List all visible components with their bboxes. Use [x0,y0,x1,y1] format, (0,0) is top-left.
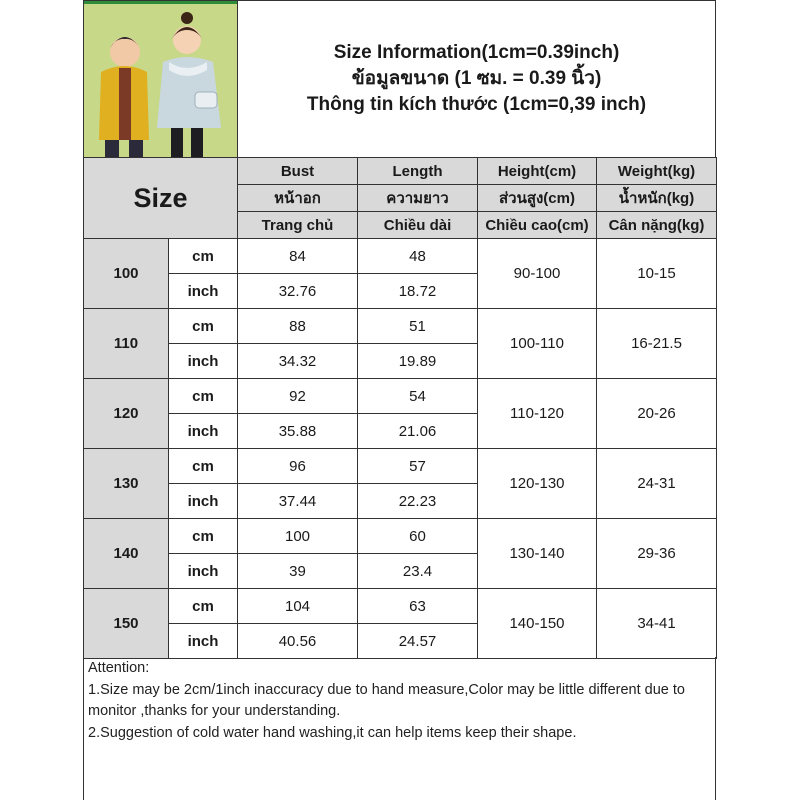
header-title-th: ข้อมูลขนาด (1 ซม. = 0.39 นิ้ว) [351,67,602,89]
col-header-bust-th: หน้าอก [238,185,358,212]
bust-inch: 34.32 [238,344,358,379]
attention-title: Attention: [88,660,150,676]
bust-inch: 39 [238,554,358,589]
size-value: 140 [84,519,169,589]
size-value: 130 [84,449,169,519]
height-range: 140-150 [478,589,597,659]
size-chart-table [83,157,717,659]
weight-range: 20-26 [597,379,717,449]
size-value: 110 [84,309,169,379]
bust-inch: 35.88 [238,414,358,449]
bust-cm: 96 [238,449,358,484]
weight-range: 16-21.5 [597,309,717,379]
unit-cm: cm [169,589,238,624]
kids-photo [83,0,237,157]
col-header-weight-th: น้ำหนัก(kg) [597,185,717,212]
length-inch: 24.57 [358,624,478,659]
table-row [84,309,717,344]
unit-inch: inch [169,554,238,589]
length-cm: 54 [358,379,478,414]
col-header-height-th: ส่วนสูง(cm) [478,185,597,212]
kids-photo-illustration [83,0,237,157]
length-cm: 51 [358,309,478,344]
height-range: 120-130 [478,449,597,519]
col-header-height-en: Height(cm) [478,158,597,185]
bust-inch: 32.76 [238,274,358,309]
height-range: 100-110 [478,309,597,379]
length-inch: 18.72 [358,274,478,309]
size-value: 120 [84,379,169,449]
bust-inch: 37.44 [238,484,358,519]
table-row [84,239,717,274]
unit-inch: inch [169,484,238,519]
col-header-length-th: ความยาว [358,185,478,212]
length-inch: 19.89 [358,344,478,379]
length-inch: 22.23 [358,484,478,519]
table-row [84,449,717,484]
length-inch: 23.4 [358,554,478,589]
table-row [84,379,717,414]
weight-range: 10-15 [597,239,717,309]
unit-inch: inch [169,274,238,309]
unit-cm: cm [169,519,238,554]
unit-inch: inch [169,344,238,379]
bust-cm: 88 [238,309,358,344]
bust-inch: 40.56 [238,624,358,659]
unit-inch: inch [169,624,238,659]
col-header-weight-vi: Cân nặng(kg) [597,212,717,239]
size-value: 100 [84,239,169,309]
header-divider [237,0,238,157]
table-row [84,589,717,624]
height-range: 110-120 [478,379,597,449]
length-cm: 57 [358,449,478,484]
bust-cm: 100 [238,519,358,554]
length-cm: 48 [358,239,478,274]
col-header-height-vi: Chiều cao(cm) [478,212,597,239]
unit-cm: cm [169,309,238,344]
size-column-header: Size [84,158,238,239]
bust-cm: 84 [238,239,358,274]
size-info-header [237,0,716,157]
size-value: 150 [84,589,169,659]
col-header-bust-en: Bust [238,158,358,185]
unit-cm: cm [169,239,238,274]
length-inch: 21.06 [358,414,478,449]
table-row [84,519,717,554]
header-title-vi: Thông tin kích thước (1cm=0,39 inch) [306,93,647,115]
header-title-en: Size Information(1cm=0.39inch) [333,41,620,63]
col-header-length-vi: Chiều dài [358,212,478,239]
unit-inch: inch [169,414,238,449]
weight-range: 24-31 [597,449,717,519]
attention-note-2: 2.Suggestion of cold water hand washing,it can help items keep their shape. [88,724,577,741]
attention-notes [83,657,716,800]
bust-cm: 92 [238,379,358,414]
height-range: 130-140 [478,519,597,589]
unit-cm: cm [169,379,238,414]
length-cm: 60 [358,519,478,554]
weight-range: 34-41 [597,589,717,659]
col-header-bust-vi: Trang chủ [238,212,358,239]
height-range: 90-100 [478,239,597,309]
col-header-weight-en: Weight(kg) [597,158,717,185]
length-cm: 63 [358,589,478,624]
weight-range: 29-36 [597,519,717,589]
col-header-length-en: Length [358,158,478,185]
unit-cm: cm [169,449,238,484]
bust-cm: 104 [238,589,358,624]
attention-note-1: 1.Size may be 2cm/1inch inaccuracy due to hand measure,Color may be little different due to monitor ,thanks for your understanding. [88,681,685,719]
